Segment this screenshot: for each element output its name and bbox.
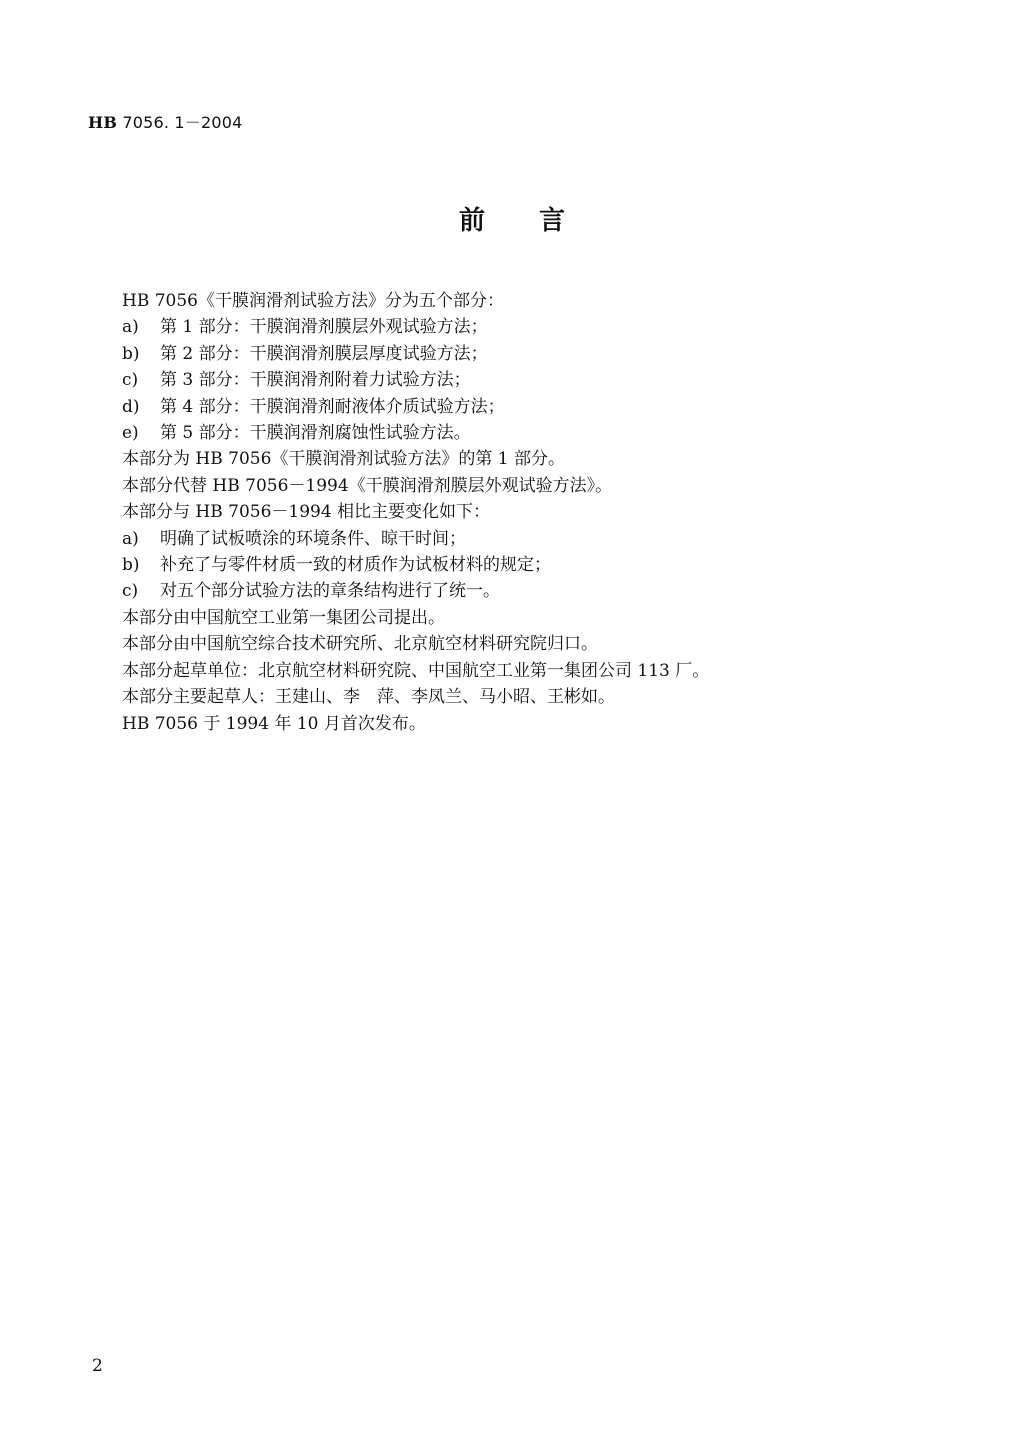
change-item-c [122,578,922,604]
list-item-text: 补充了与零件材质一致的材质作为试板材料的规定； [160,555,551,576]
list-item-text: 第 3 部分：干膜润滑剂附着力试验方法； [160,370,471,391]
list-marker: c) [122,370,139,391]
list-marker: b) [122,555,140,576]
standard-code [88,110,243,133]
list-item-text: 对五个部分试验方法的章条结构进行了统一。 [160,581,500,602]
part-item-b [122,341,922,367]
part-item-e [122,420,922,446]
intro-line: HB 7056《干膜润滑剂试验方法》分为五个部分： [122,291,504,311]
closing-line-first-release: HB 7056 于 1994 年 10 月首次发布。 [122,713,426,734]
standard-code-prefix: HB [88,113,118,132]
list-item-text: 第 1 部分：干膜润滑剂膜层外观试验方法； [160,317,488,338]
page-number: 2 [92,1356,103,1376]
statement-line-3: 本部分与 HB 7056－1994 相比主要变化如下： [122,502,491,523]
part-item-d [122,394,922,420]
list-marker: e) [122,423,139,444]
page-title: 前言 [458,206,619,236]
list-marker: b) [122,343,140,364]
change-item-b [122,552,922,578]
standard-code-number: 7056. 1－2004 [117,113,243,132]
change-item-a [122,526,922,552]
statement-line-1: 本部分为 HB 7056《干膜润滑剂试验方法》的第 1 部分。 [122,449,566,470]
statement-line-2: 本部分代替 HB 7056－1994《干膜润滑剂膜层外观试验方法》。 [122,475,613,496]
closing-line-drafters: 本部分主要起草人：王建山、李 萍、李凤兰、马小昭、王彬如。 [122,687,615,708]
list-marker: a) [122,317,139,338]
part-item-c [122,367,922,393]
list-item-text: 明确了试板喷涂的环境条件、晾干时间； [160,528,466,549]
list-marker: a) [122,528,139,549]
part-item-a [122,314,922,340]
closing-line-custodian: 本部分由中国航空综合技术研究所、北京航空材料研究院归口。 [122,634,598,655]
list-item-text: 第 5 部分：干膜润滑剂腐蚀性试验方法。 [160,423,471,444]
list-marker: c) [122,581,139,602]
closing-line-drafting-units: 本部分起草单位：北京航空材料研究院、中国航空工业第一集团公司 113 厂。 [122,660,710,681]
list-marker: d) [122,396,140,417]
list-item-text: 第 4 部分：干膜润滑剂耐液体介质试验方法； [160,396,505,417]
foreword-body [122,288,922,737]
closing-line-proposer: 本部分由中国航空工业第一集团公司提出。 [122,607,445,628]
list-item-text: 第 2 部分：干膜润滑剂膜层厚度试验方法； [160,343,488,364]
